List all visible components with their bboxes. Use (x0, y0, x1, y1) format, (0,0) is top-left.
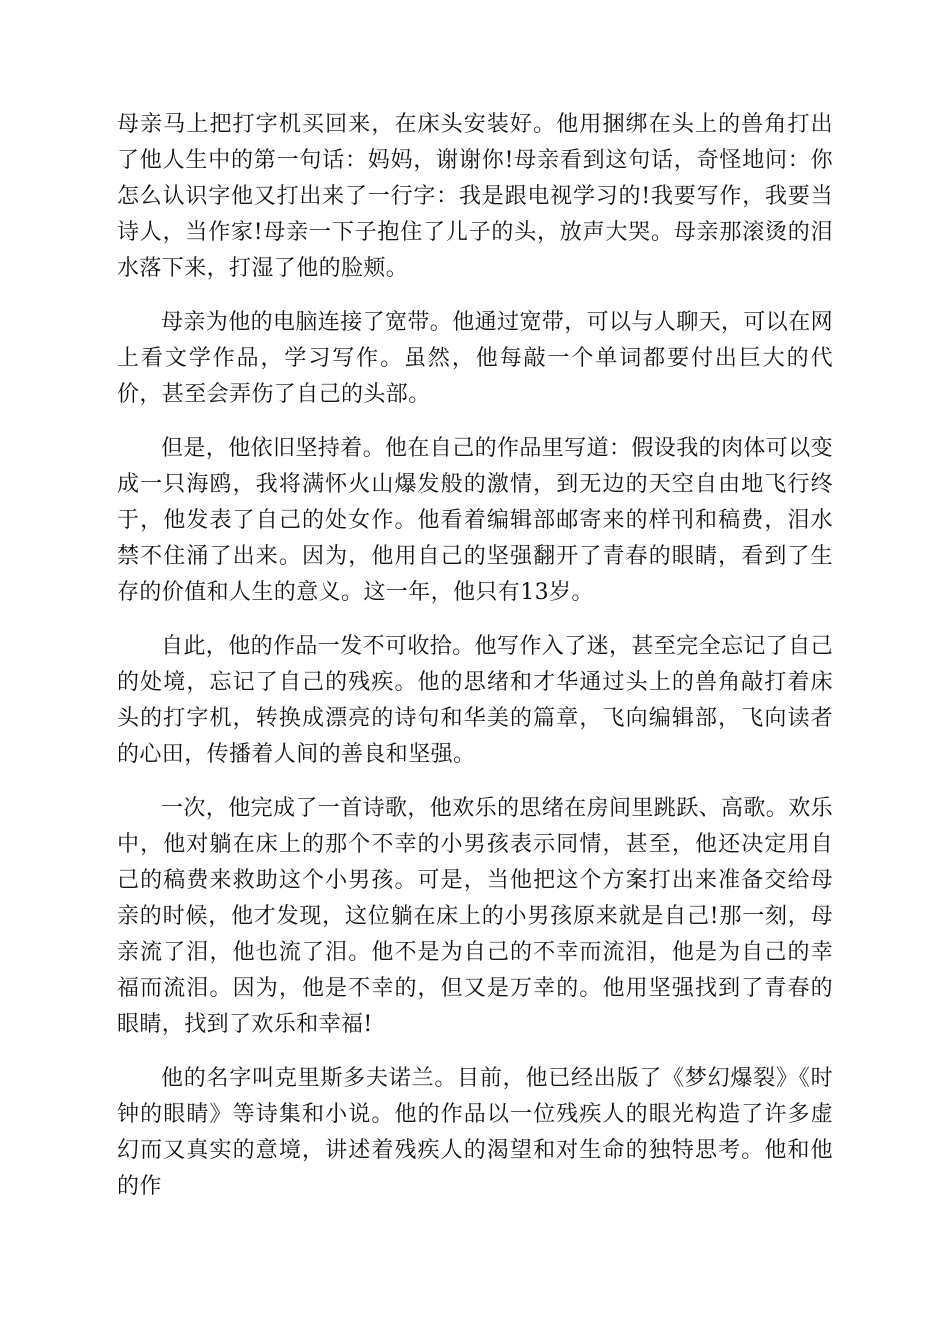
paragraph-6: 他的名字叫克里斯多夫诺兰。目前，他已经出版了《梦幻爆裂》《时钟的眼睛》等诗集和小说。他的作品以一位残疾人的眼光构造了许多虚幻而又真实的意境，讲述着残疾人的渴望和对生命的独特思考。他和他的作 (117, 1066, 833, 1199)
document-page (117, 107, 833, 1223)
paragraph-2: 母亲为他的电脑连接了宽带。他通过宽带，可以与人聊天，可以在网上看文学作品，学习写作。虽然，他每敲一个单词都要付出巨大的代价，甚至会弄伤了自己的头部。 (117, 310, 834, 407)
paragraph-1: 母亲马上把打字机买回来，在床头安装好。他用捆绑在头上的兽角打出了他人生中的第一句话：妈妈，谢谢你!母亲看到这句话，奇怪地问：你怎么认识字他又打出来了一行字：我是跟电视学习的!我要写作，我要当诗人，当作家!母亲一下子抱住了儿子的头，放声大哭。母亲那滚烫的泪水落下来，打湿了他的脸颊。 (117, 112, 833, 281)
paragraph-4: 自此，他的作品一发不可收拾。他写作入了迷，甚至完全忘记了自己的处境，忘记了自己的残疾。他的思绪和才华通过头上的兽角敲打着床头的打字机，转换成漂亮的诗句和华美的篇章，飞向编辑部，飞向读者的心田，传播着人间的善良和坚强。 (117, 634, 834, 767)
paragraph-5: 一次，他完成了一首诗歌，他欢乐的思绪在房间里跳跃、高歌。欢乐中，他对躺在床上的那个不幸的小男孩表示同情，甚至，他还决定用自己的稿费来救助这个小男孩。可是，当他把这个方案打出来准备交给母亲的时候，他才发现，这位躺在床上的小男孩原来就是自己!那一刻，母亲流了泪，他也流了泪。他不是为自己的不幸而流泪，他是为自己的幸福而流泪。因为，他是不幸的，但又是万幸的。他用坚强找到了青春的眼睛，找到了欢乐和幸福! (117, 796, 834, 1037)
paragraph-3: 但是，他依旧坚持着。他在自己的作品里写道：假设我的肉体可以变成一只海鸥，我将满怀火山爆发般的激情，到无边的天空自由地飞行终于，他发表了自己的处女作。他看着编辑部邮寄来的样刊和稿费，泪水禁不住涌了出来。因为，他用自己的坚强翻开了青春的眼睛，看到了生存的价值和人生的意义。这一年，他只有13岁。 (117, 436, 834, 605)
